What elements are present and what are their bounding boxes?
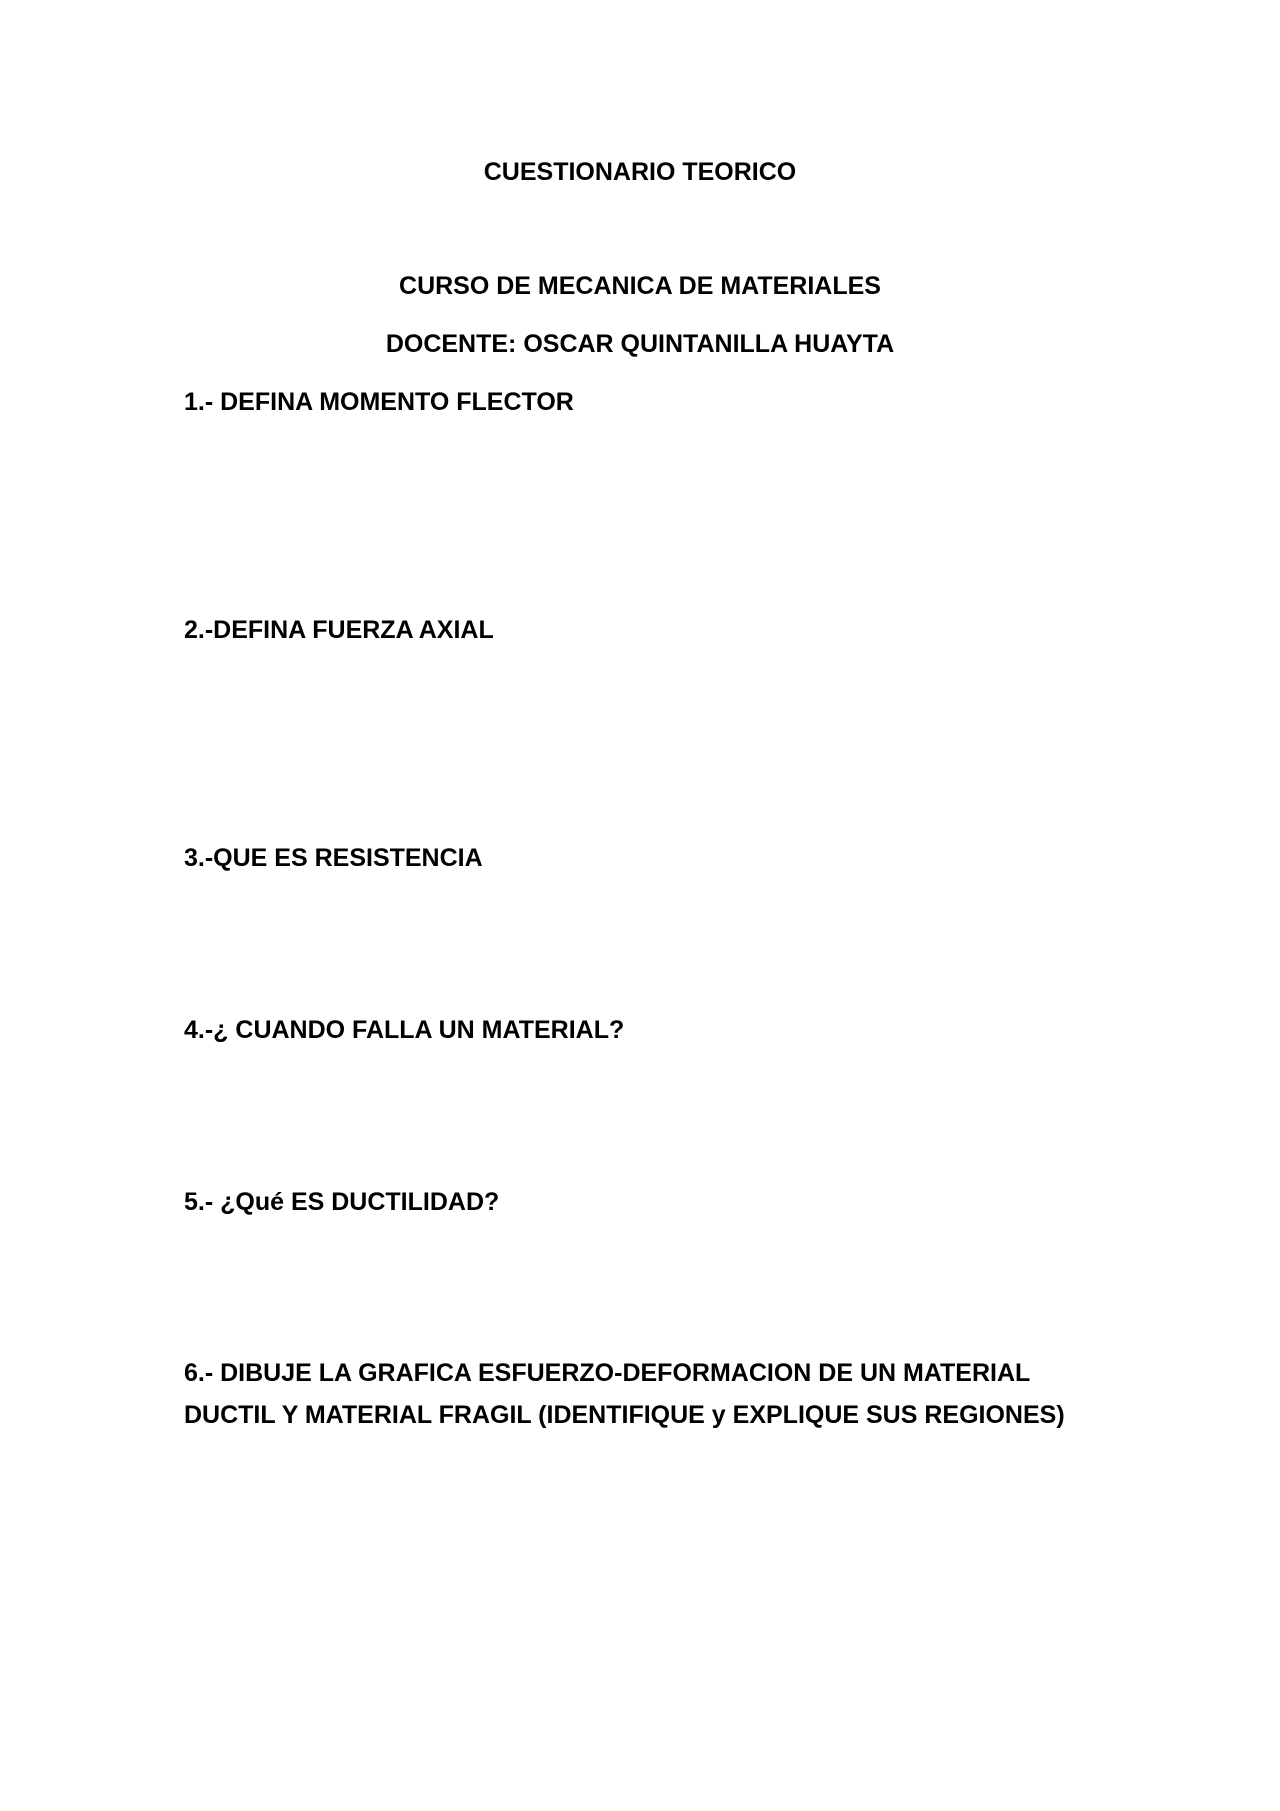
question-6-line-2: DUCTIL Y MATERIAL FRAGIL (IDENTIFIQUE y EXPLIQUE SUS REGIONES): [184, 1401, 1065, 1429]
question-4: 4.-¿ CUANDO FALLA UN MATERIAL?: [184, 1016, 625, 1044]
question-3: 3.-QUE ES RESISTENCIA: [184, 844, 483, 872]
teacher-name: DOCENTE: OSCAR QUINTANILLA HUAYTA: [385, 330, 895, 358]
question-6-line-1: 6.- DIBUJE LA GRAFICA ESFUERZO-DEFORMACION DE UN MATERIAL: [184, 1359, 1031, 1387]
question-2: 2.-DEFINA FUERZA AXIAL: [184, 616, 494, 644]
document-title: CUESTIONARIO TEORICO: [483, 158, 797, 186]
course-name: CURSO DE MECANICA DE MATERIALES: [399, 272, 881, 300]
question-1: 1.- DEFINA MOMENTO FLECTOR: [184, 388, 574, 416]
question-5: 5.- ¿Qué ES DUCTILIDAD?: [184, 1188, 500, 1216]
